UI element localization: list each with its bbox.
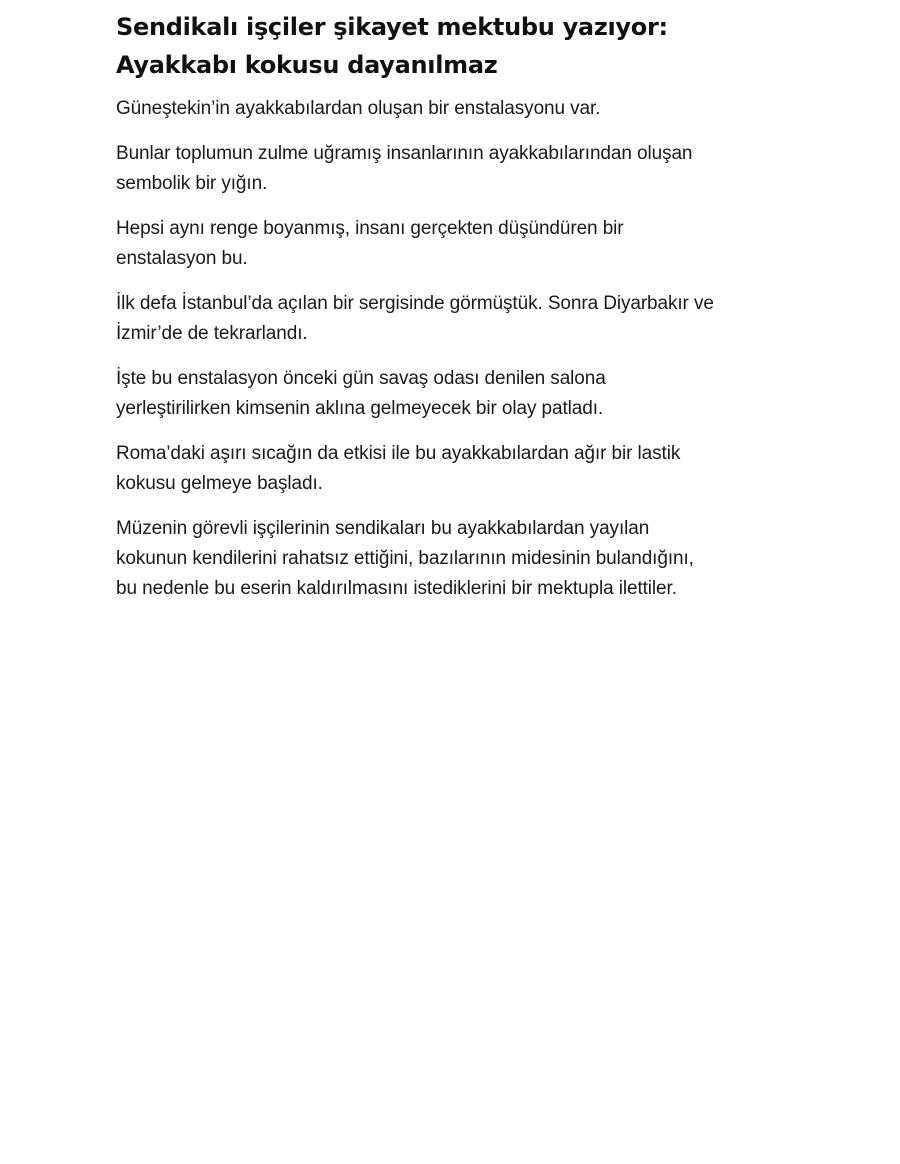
- paragraph-4: İlk defa İstanbul’da açılan bir sergisinde görmüştük. Sonra Diyarbakır ve İzmir’de de tekrarlandı.: [116, 293, 714, 344]
- paragraph-1: Güneştekin’in ayakkabılardan oluşan bir enstalasyonu var.: [116, 98, 601, 119]
- article-body: [116, 94, 716, 604]
- headline-line-1: Sendikalı işçiler şikayet mektubu yazıyor:: [116, 13, 668, 41]
- paragraph-7: Müzenin görevli işçilerinin sendikaları bu ayakkabılardan yayılan kokunun kendilerini rahatsız ettiğini, bazılarının midesinin bulandığını, bu nedenle bu eserin kaldırılmasını istediklerini bir mektupla ilettiler.: [116, 518, 694, 599]
- article-headline: [116, 8, 716, 84]
- paragraph-5: İşte bu enstalasyon önceki gün savaş odası denilen salona yerleştirilirken kimsenin aklına gelmeyecek bir olay patladı.: [116, 368, 606, 419]
- paragraph-2: Bunlar toplumun zulme uğramış insanlarının ayakkabılarından oluşan sembolik bir yığın.: [116, 143, 693, 194]
- article: [116, 8, 716, 619]
- paragraph-6: Roma’daki aşırı sıcağın da etkisi ile bu ayakkabılardan ağır bir lastik kokusu gelmeye başladı.: [116, 443, 681, 494]
- paragraph-3: Hepsi aynı renge boyanmış, insanı gerçekten düşündüren bir enstalasyon bu.: [116, 218, 624, 269]
- headline-line-2: Ayakkabı kokusu dayanılmaz: [116, 51, 498, 79]
